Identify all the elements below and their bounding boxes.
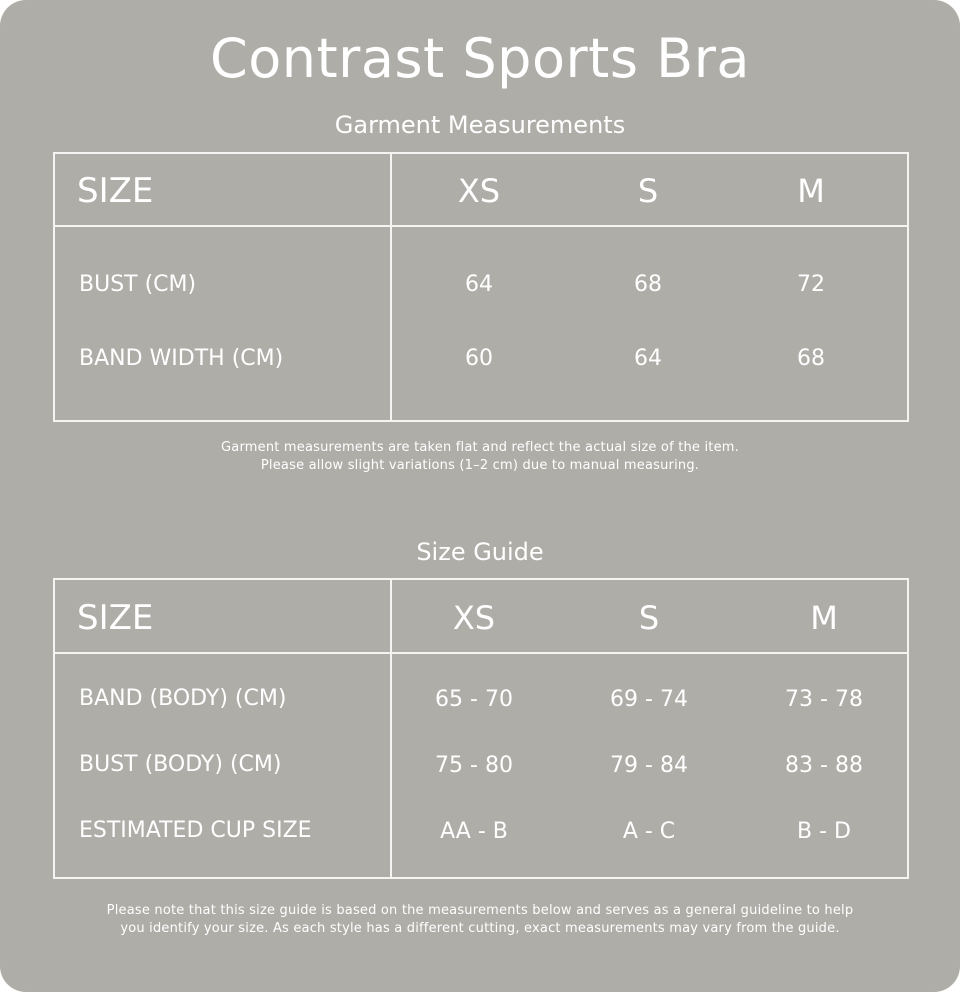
table-cell: 72 (797, 272, 825, 297)
size-guide-note (0, 902, 960, 938)
header-size-label: SIZE (77, 598, 154, 638)
table-cell: AA - B (440, 819, 508, 844)
garment-measurements-table (53, 152, 909, 422)
header-size-label: SIZE (77, 171, 154, 211)
row-label-cup-size: ESTIMATED CUP SIZE (79, 818, 312, 843)
garment-measurements-note (0, 439, 960, 475)
header-col-xs: XS (452, 599, 496, 637)
table-cell: 75 - 80 (435, 753, 513, 778)
table-cell: A - C (622, 819, 676, 844)
row-label-band-body: BAND (BODY) (CM) (79, 686, 287, 711)
header-col-m: M (810, 599, 838, 637)
note-line: Garment measurements are taken flat and reflect the actual size of the item. (221, 440, 739, 455)
table-cell: 73 - 78 (785, 687, 863, 712)
table-cell: 65 - 70 (435, 687, 513, 712)
row-label-bust-body: BUST (BODY) (CM) (79, 752, 282, 777)
garment-measurements-heading: Garment Measurements (334, 111, 626, 139)
row-label-bust: BUST (CM) (79, 272, 197, 297)
table-divider (390, 154, 392, 420)
table-divider (55, 652, 907, 654)
page-title: Contrast Sports Bra (209, 27, 750, 90)
table-cell: 79 - 84 (610, 753, 688, 778)
table-cell: 83 - 88 (785, 753, 863, 778)
header-col-s: S (637, 172, 659, 210)
header-col-xs: XS (457, 172, 501, 210)
table-cell: 69 - 74 (610, 687, 688, 712)
table-cell: B - D (797, 819, 851, 844)
table-cell: 68 (797, 346, 825, 371)
table-cell: 60 (465, 346, 493, 371)
table-cell: 64 (465, 272, 493, 297)
table-divider (390, 580, 392, 877)
header-col-m: M (797, 172, 825, 210)
note-line: you identify your size. As each style has a different cutting, exact measurements may vary from the guide. (120, 921, 840, 936)
table-cell: 64 (634, 346, 662, 371)
header-col-s: S (638, 599, 660, 637)
row-label-band-width: BAND WIDTH (CM) (79, 346, 284, 371)
note-line: Please note that this size guide is based on the measurements below and serves as a general guideline to help (106, 903, 854, 918)
table-divider (55, 225, 907, 227)
note-line: Please allow slight variations (1–2 cm) due to manual measuring. (260, 458, 700, 473)
table-cell: 68 (634, 272, 662, 297)
size-guide-heading: Size Guide (416, 538, 544, 566)
size-guide-table (53, 578, 909, 879)
